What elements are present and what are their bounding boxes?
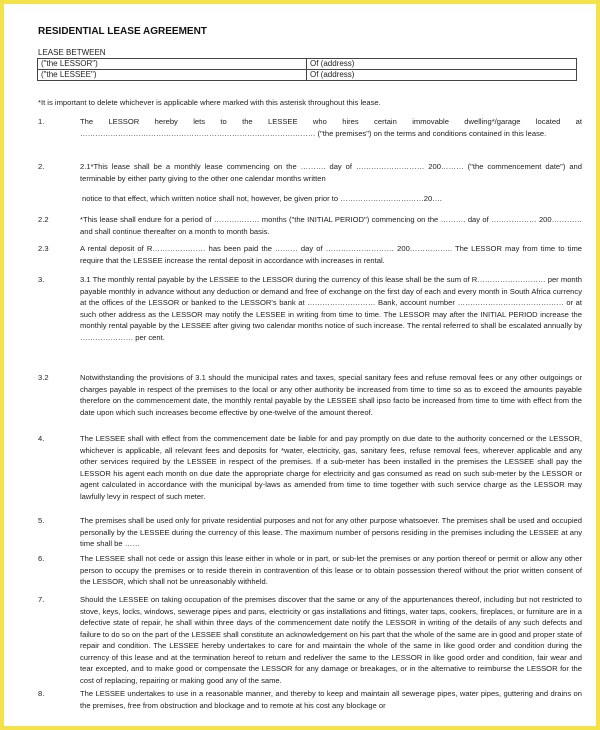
clause-text: A rental deposit of R………………… has been paid the ……… day of ……………………… 200…………….. The LESSOR may from time to time require that the LESSEE increase the rental deposit in accordance with increases in rental. [80, 244, 582, 265]
parties-table [37, 58, 577, 81]
clause-notice-line: notice to that effect, which written notice shall not, however, be given prior to ……………………………20…. [82, 194, 442, 203]
clause-text: The LESSEE undertakes to use in a reasonable manner, and thereby to keep and maintain all sewerage pipes, water pipes, guttering and drains on the premises, free from obstruction and blockage and to remote at his cost any blockage or [80, 689, 582, 710]
clause-2 [38, 161, 582, 205]
clause-1 [38, 116, 582, 139]
clause-number: 1. [38, 117, 45, 126]
clause-3 [38, 274, 582, 343]
clause-text: 2.1*This lease shall be a monthly lease commencing on the ………. day of ……………………… 200……… ("the commencement date") and terminable by either party giving to the other one calendar months written [80, 162, 582, 183]
clause-number: 4. [38, 434, 45, 443]
clause-text: The LESSEE shall with effect from the commencement date be liable for and pay promptly on due date to the authority concerned or the LESSOR, whichever is applicable, all relevant fees and deposits for *water, electricity, gas, sanitary fees, refuse removal fees, wherever applicable and any other services required by the LESSEE in respect of the premises. If a sub-meter has been installed in the premises the LESSEE shall pay the LESSOR his agent each month on due date the appropriate charge for electricity and gas consumed as read on such sub-meter by the LESSOR or agent calculated in accordance with the municipal by-laws as amended from time to time together with such service charge as the LESSOR may lawfully levy in respect of such meter. [80, 434, 582, 501]
clause-text: The LESSOR hereby lets to the LESSEE who hires certain immovable dwelling*/garage located at ………………………………………………………………………………… ("the premises") on the terms and conditions contained in this lease. [80, 117, 582, 138]
clause-text: Notwithstanding the provisions of 3.1 should the municipal rates and taxes, special sanitary fees and refuse removal fees or any other outgoings or charges payable in respect of the premises to the local or any other authority be increased from time to time so as to exceed the amounts payable therefore on the commencement date, the monthly rental payable by the LESSEE shall ipso facto be increased from time to time with effect from the date upon which such increases become effective by one-twelve of the amount thereof. [80, 373, 582, 417]
clause-text: The premises shall be used only for private residential purposes and not for any other purpose whatsoever. The premises shall be used and occupied personally by the LESSEE during the currency of this lease. The maximum number of persons residing in the premises including the LESSEE at any time shall be …… [80, 516, 582, 548]
clause-number: 8. [38, 689, 45, 698]
clause-text: *This lease shall endure for a period of ……………… months ("the INITIAL PERIOD") commencing on the ………. day of ……………… 200………… and shall continue thereafter on a month to month basis. [80, 215, 582, 236]
lease-document-page [4, 4, 596, 726]
lessor-cell: ("the LESSOR") [38, 59, 307, 70]
clause-number: 2.3 [38, 244, 49, 253]
clause-2-3 [38, 243, 582, 266]
clause-5 [38, 515, 582, 550]
lease-between-label: LEASE BETWEEN [38, 48, 106, 57]
asterisk-note: *It is important to delete whichever is applicable where marked with this asterisk throughout this lease. [38, 98, 381, 107]
clause-text: Should the LESSEE on taking occupation of the premises discover that the same or any of the appurtenances thereof, including but not restricted to stove, keys, locks, windows, sewerage pipes and pans, electricity or gas installations and fittings, water taps, cookers, fireplaces, or furniture are in a defective state of repair, he shall within three days of the commencement date notify the LESSOR in writing of the details of any such defects and failure to do so on the part of the LESSEE shall constitute an acknowledgement on his part that the whole of the same are in good and proper state of repair and condition. The LESSEE hereby undertakes to care for and maintain the whole of the same in like good order and condition during the currency of this lease and at the termination hereof to return and redeliver the same to the LESSOR in like good order and condition, fair wear and tear excepted, and to make good or compensate the LESSOR for any damage or breakages, or in the alternative to reimburse the LESSOR for the cost of replacing, repairing or making good any of the same. [80, 595, 582, 685]
clause-number: 3. [38, 275, 45, 284]
lessee-cell: ("the LESSEE") [38, 70, 307, 81]
clause-number: 7. [38, 595, 45, 604]
lessor-row [38, 59, 577, 70]
clause-number: 5. [38, 516, 45, 525]
clause-text: The LESSEE shall not cede or assign this lease either in whole or in part, or sub-let the premises or any portion thereof or permit or allow any other person to occupy the premises or to reside therein in contravention of this lease or to obtain possession thereof without the prior written consent of the LESSOR, which shall not be unreasonably withheld. [80, 554, 582, 586]
clause-3-2 [38, 372, 582, 418]
clause-7 [38, 594, 582, 686]
lessee-row [38, 70, 577, 81]
clause-4 [38, 433, 582, 502]
clause-6 [38, 553, 582, 588]
clause-number: 6. [38, 554, 45, 563]
clause-2-2 [38, 214, 582, 237]
clause-number: 2.2 [38, 215, 49, 224]
clause-number: 3.2 [38, 373, 49, 382]
clause-8 [38, 688, 582, 711]
document-title: RESIDENTIAL LEASE AGREEMENT [38, 26, 207, 37]
lessee-address-cell: Of (address) [307, 70, 577, 81]
lessor-address-cell: Of (address) [307, 59, 577, 70]
clause-text: 3.1 The monthly rental payable by the LESSEE to the LESSOR during the currency of this lease shall be the sum of R……………………… per month payable monthly in advance without any deduction or demand and free of exchange on the first day of each and every month in South Africa currency at the offices of the LESSOR or banked to the LESSOR's bank at ……………………… Bank, account number …………………………………… or at such other address as the LESSOR may notify the LESSEE in writing from time to time. The LESSOR may after the INITIAL PERIOD increase the monthly rental payable by the LESSEE after giving two calendar months notice of such increase. The rental referred to shall be escalated annually by ………………… per cent. [80, 275, 582, 342]
clause-number: 2. [38, 162, 45, 171]
